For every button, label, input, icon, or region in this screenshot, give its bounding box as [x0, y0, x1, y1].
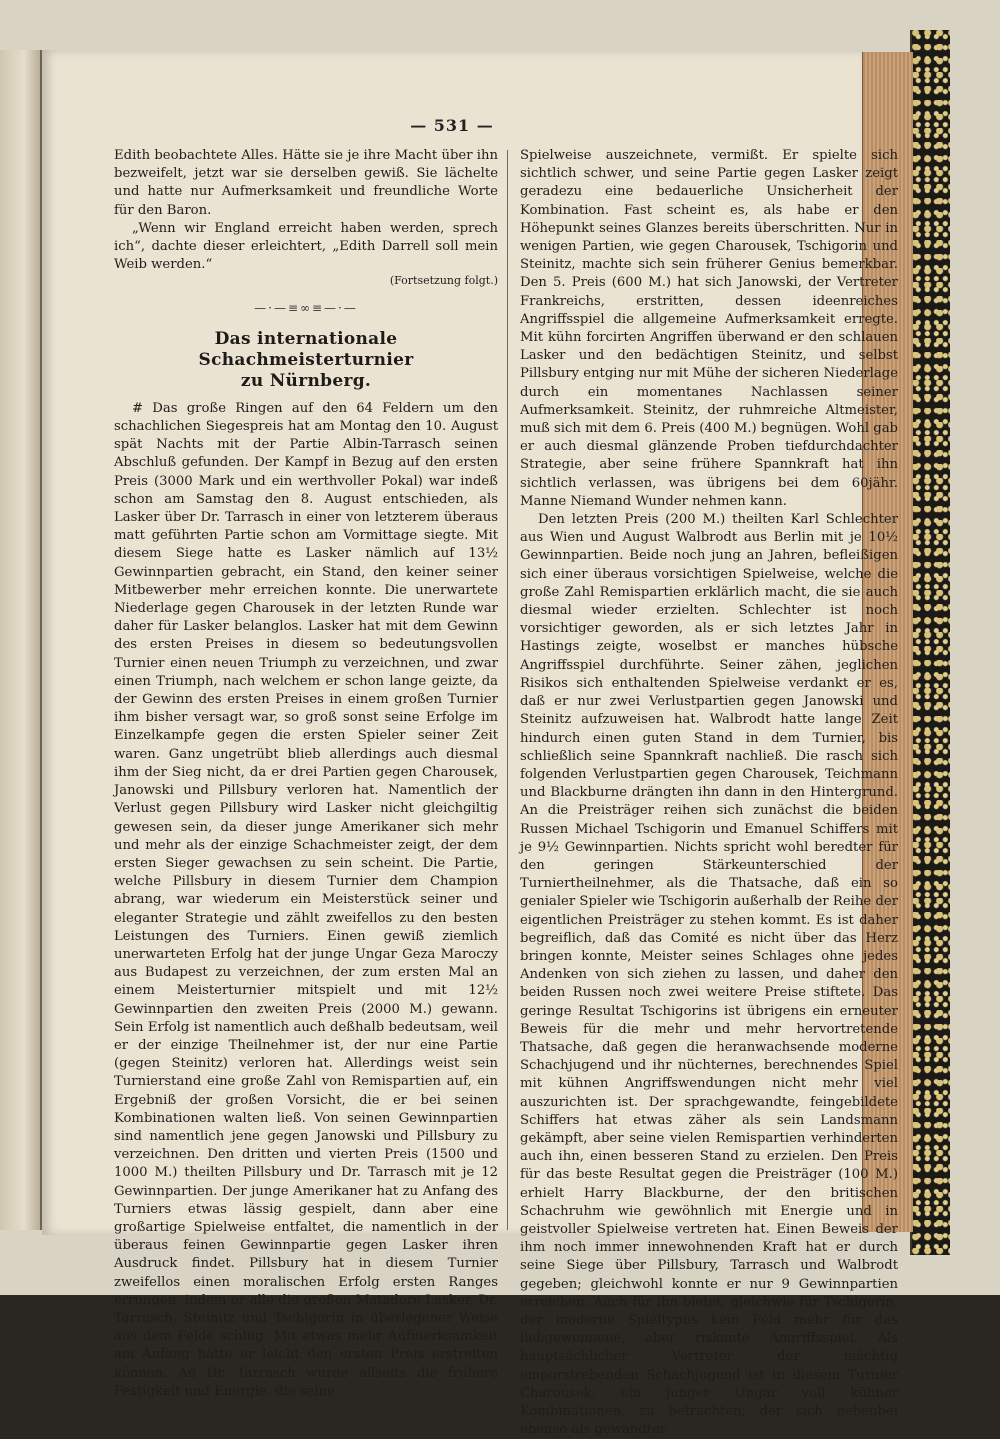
story-paragraph: Edith beobachtete Alles. Hätte sie je ihre Macht über ihn bezweifelt, jetzt war sie derselben gewiß. Sie lächelte und hatte nur Aufmerksamkeit und freundliche Worte für den Baron.: [114, 148, 498, 218]
article-title-line: zu Nürnberg.: [240, 370, 372, 391]
article-paragraph: Den letzten Preis (200 M.) theilten Karl Schlechter aus Wien und August Walbrodt aus Berlin mit je 10½ Gewinnpartien. Beide noch jung an Jahren, befleißigen sich einer überaus vorsichtigen Spielweise, welche die große Zahl Remispartien erklärlich macht, die sie auch diesmal wieder erzielten. Schlechter ist noch vorsichtiger geworden, als er sich letztes Jahr in Hastings zeigte, woselbst er manches hübsche Angriffsspiel durchführte. Seiner zähen, jeglichen Risikos sich enthaltenden Spielweise verdankt er es, daß er nur zwei Verlustpartien gegen Janowski und Steinitz aufzuweisen hat. Walbrodt hatte lange Zeit hindurch einen guten Stand in dem Turnier, bis schließlich seine Spannkraft nachließ. Die rasch sich folgenden Verlustpartien gegen Charousek, Teichmann und Blackburne drängten ihn dann in den Hintergrund. An die Preisträger reihen sich zunächst die beiden Russen Michael Tschigorin und Emanuel Schiffers mit je 9½ Gewinnpartien. Nichts spricht wohl beredter für den geringen Stärkeunterschied der Turniertheilnehmer, als die Thatsache, daß ein so genialer Spieler wie Tschigorin außerhalb der Reihe der eigentlichen Preisträger zu stehen kommt. Es ist daher begreiflich, daß das Comité es nicht über das Herz bringen konnte, Meister seines Schlages ohne jedes Andenken von sich ziehen zu lassen, und daher den beiden Russen noch zwei weitere Preise stiftete. Das geringe Resultat Tschigorins ist übrigens ein erneuter Beweis für die mehr und mehr hervortretende Thatsache, daß gegen die heranwachsende moderne Schachjugend und ihr nüchternes, berechnendes Spiel mit kühnen Angriffswendungen nicht mehr viel auszurichten ist. Der sprachgewandte, feingebildete Schiffers hat etwas zäher als sein Landsmann gekämpft, aber seine vielen Remispartien verhinderten auch ihn, einen besseren Stand zu erzielen. Den Preis für das beste Resultat gegen die Preisträger (100 M.) erhielt Harry Blackburne, der den britischen Schachruhm wie gewöhnlich mit Energie und in geistvoller Spielweise vertreten hat. Einen Beweis der ihm noch immer innewohnenden Kraft hat er durch seine Siege über Pillsbury, Tarrasch und Walbrodt gegeben; gleichwohl konnte er nur 9 Gewinnpartien erreichen. Auch für ihn bietet, gleichwie für Tschigorin, der moderne Spieltypus kein Feld mehr für das liebgewonnene, aber riskante Angriffsspiel. Als hauptsächlicher Vertreter der mächtig emporstrebenden Schachjugend ist in diesem Turnier Charousek, ein junger Ungar voll kühner Kombinationen, zu betrachten, der sich nebenbei ebenso als gewandter: [520, 512, 898, 1438]
story-paragraph: „Wenn wir England erreicht haben werden, sprech ich“, dachte dieser erleichtert, „Edith Darrell soll mein Weib werden.“: [114, 220, 498, 273]
article-paragraph: # Das große Ringen auf den 64 Feldern um den schachlichen Siegespreis hat am Montag den 10. August spät Nachts mit der Partie Albin-Tarrasch seinen Abschluß gefunden. Der Kampf in Bezug auf den ersten Preis (3000 Mark und ein werthvoller Pokal) war indeß schon am Samstag den 8. August entschieden, als Lasker über Dr. Tarrasch in einer von letzterem überaus matt geführten Partie schon am Vormittage siegte. Mit diesem Siege hatte es Lasker nämlich auf 13½ Gewinnpartien gebracht, ein Stand, den keiner seiner Mitbewerber mehr erreichen konnte. Die unerwartete Niederlage gegen Charousek in der letzten Runde war daher für Lasker belanglos. Lasker hat mit dem Gewinn des ersten Preises in diesem so bedeutungsvollen Turnier einen neuen Triumph zu verzeichnen, und zwar einen Triumph, nach welchem er schon lange geizte, da der Gewinn des ersten Preises in einem großen Turnier ihm bisher versagt war, so groß sonst seine Erfolge im Einzelkampfe gegen die ersten Spieler seiner Zeit waren. Ganz ungetrübt blieb allerdings auch diesmal ihm der Sieg nicht, da er drei Partien gegen Charousek, Janowski und Pillsbury verloren hat. Namentlich der Verlust gegen Pillsbury wird Lasker nicht gleichgiltig gewesen sein, da dieser junge Amerikaner sich mehr und mehr als der einzige Schachmeister zeigt, der dem ersten Sieger gewachsen zu sein scheint. Die Partie, welche Pillsbury in diesem Turnier dem Champion abrang, war wiederum ein Meisterstück seiner und eleganter Strategie und zählt zweifellos zu den besten Leistungen des Turniers. Einen gewiß ziemlich unerwarteten Erfolg hat der junge Ungar Geza Maroczy aus Budapest zu verzeichnen, der zum ersten Mal an einem Meisterturnier mitspielt und mit 12½ Gewinnpartien den zweiten Preis (2000 M.) gewann. Sein Erfolg ist namentlich auch deßhalb bedeutsam, weil er der einzige Theilnehmer ist, der nur eine Partie (gegen Steinitz) verloren hat. Allerdings weist sein Turnierstand eine große Zahl von Remispartien auf, ein Ergebniß der großen Vorsicht, die er bei seinen Kombinationen walten ließ. Von seinen Gewinnpartien sind namentlich jene gegen Janowski und Pillsbury zu verzeichnen. Den dritten und vierten Preis (1500 und 1000 M.) theilten Pillsbury und Dr. Tarrasch mit je 12 Gewinnpartien. Der junge Amerikaner hat zu Anfang des Turniers etwas lässig gespielt, dann aber eine großartige Spielweise entfaltet, die namentlich in der überaus feinen Gewinnpartie gegen Lasker ihren Ausdruck findet. Pillsbury hat in diesem Turnier zweifellos einen moralischen Erfolg ersten Ranges errungen, indem er alle die großen Matadore Lasker, Dr. Tarrasch, Steinitz und Tschigorin in überlegener Weise aus dem Felde schlug. Mit etwas mehr Aufmerksamkeit am Anfang hätte er leicht den ersten Preis erstreiten können. An Dr. Tarrasch wurde allseits die frühere Festigkeit und Energie, die seine: [114, 400, 498, 1399]
continuation-note: (Fortsetzung folgt.): [389, 274, 498, 288]
section-ornament: —·—≡∞≡—·—: [254, 300, 358, 315]
article-paragraph: Spielweise auszeichnete, vermißt. Er spielte sich sichtlich schwer, und seine Partie gegen Lasker zeigt geradezu eine bedauerliche Unsicherheit der Kombination. Fast scheint es, als habe er den Höhepunkt seines Glanzes bereits überschritten. Nur in wenigen Partien, wie gegen Charousek, Tschigorin und Steinitz, machte sich sein früherer Genius bemerkbar. Den 5. Preis (600 M.) hat sich Janowski, der Vertreter Frankreichs, erstritten, dessen ideenreiches Angriffsspiel die allgemeine Aufmerksamkeit erregte. Mit kühn forcirten Angriffen überwand er den schlauen Lasker und den bedächtigen Steinitz, und selbst Pillsbury entging nur mit Mühe der sicheren Niederlage durch ein momentanes Nachlassen seiner Aufmerksamkeit. Steinitz, der ruhmreiche Altmeister, muß sich mit dem 6. Preis (400 M.) begnügen. Wohl gab er auch diesmal glänzende Proben tiefdurchdachter Strategie, aber seine frühere Spannkraft hat ihn sichtlich verlassen, was übrigens bei dem 60jähr. Manne Niemand Wunder nehmen kann.: [520, 148, 898, 509]
book-cover-edge: [910, 30, 950, 1255]
left-column: [114, 147, 498, 1401]
right-column: [520, 147, 898, 1439]
article-title-line: Das internationale Schachmeisterturnier: [198, 328, 414, 370]
left-page-edge: [0, 50, 42, 1230]
book-page: [42, 50, 898, 1438]
column-divider: [507, 150, 508, 1230]
page-number: — 531 —: [410, 116, 494, 135]
article-title: [114, 329, 498, 392]
